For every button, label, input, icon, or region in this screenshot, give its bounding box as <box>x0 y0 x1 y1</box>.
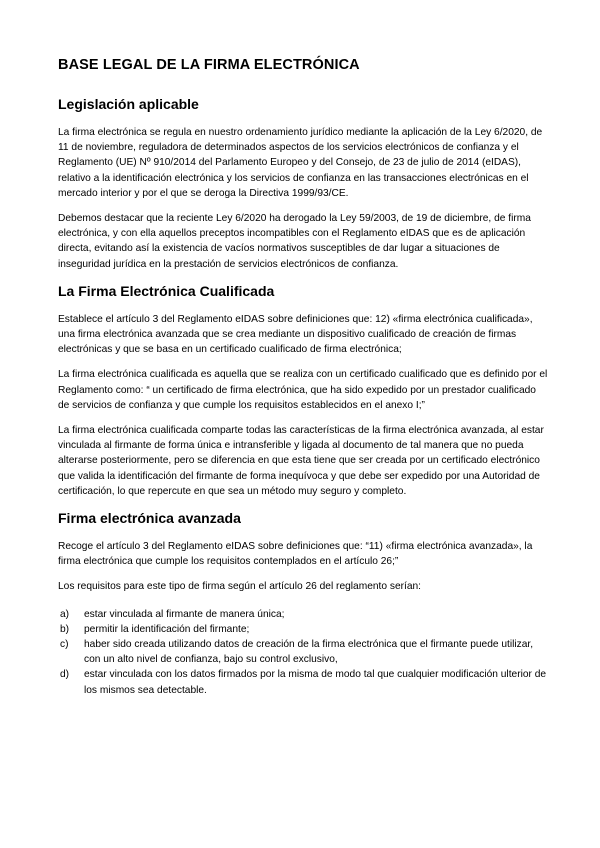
list-item-text: permitir la identificación del firmante; <box>84 623 250 635</box>
document-title: BASE LEGAL DE LA FIRMA ELECTRÓNICA <box>58 57 360 73</box>
list-item <box>60 667 548 697</box>
list-item-text: haber sido creada utilizando datos de creación de la firma electrónica que el firmante puede utilizar, con un alto nivel de confianza, bajo su control exclusivo, <box>84 639 534 666</box>
document-page <box>58 56 548 698</box>
paragraph: Los requisitos para este tipo de firma según el artículo 26 del reglamento serían: <box>58 581 421 593</box>
list-item-text: estar vinculada al firmante de manera única; <box>84 608 285 620</box>
list-item <box>60 607 548 622</box>
paragraph: Debemos destacar que la reciente Ley 6/2020 ha derogado la Ley 59/2003, de 19 de diciembre, de firma electrónica, y con ella aquellos preceptos incompatibles con el Reglamento eIDAS que es de aplicación directa, evitando así la existencia de vacíos normativos susceptibles de dar lugar a situaciones de inseguridad jurídica en la prestación de servicios electrónicos de confianza. <box>58 213 531 270</box>
section-heading-legislacion: Legislación aplicable <box>58 96 199 112</box>
section-heading-firma-avanzada: Firma electrónica avanzada <box>58 510 241 527</box>
paragraph: La firma electrónica cualificada es aquella que se realiza con un certificado cualificado que es definido por el Reglamento como: “ un certificado de firma electrónica, que ha sido expedido por un prestador cualificado de servicios de confianza y que cumple los requisitos establecidos en el anexo I;” <box>58 369 548 411</box>
list-item-text: estar vinculada con los datos firmados por la misma de modo tal que cualquier modificación ulterior de los mismos sea detectable. <box>84 669 547 696</box>
list-marker: d) <box>60 669 70 681</box>
list-marker: c) <box>60 639 69 651</box>
section-heading-firma-cualificada: La Firma Electrónica Cualificada <box>58 282 275 299</box>
paragraph: La firma electrónica se regula en nuestro ordenamiento jurídico mediante la aplicación de la Ley 6/2020, de 11 de noviembre, reguladora de determinados aspectos de los servicios electrónicos de confianza y el Reglamento (UE) Nº 910/2014 del Parlamento Europeo y del Consejo, de 23 de julio de 2014 (eIDAS), relativo a la identificación electrónica y los servicios de confianza en las transacciones electrónicas en el mercado interior y por el que se deroga la Directiva 1999/93/CE. <box>58 127 543 199</box>
paragraph: La firma electrónica cualificada comparte todas las características de la firma electrónica avanzada, al estar vinculada al firmante de forma única e intransferible y ligada al documento de tal manera que no pueda alterarse posteriormente, pero se diferencia en que esta tiene que ser creada por un certificado electrónico que valida la identificación del firmante de forma inequívoca y que debe ser expedido por una Autoridad de certificación, lo que repercute en que sea un método muy seguro y completo. <box>58 425 544 497</box>
list-item <box>60 637 548 667</box>
requirements-list <box>58 607 548 698</box>
paragraph: Recoge el artículo 3 del Reglamento eIDAS sobre definiciones que: “11) «firma electrónica avanzada», la firma electrónica que cumple los requisitos contemplados en el artículo 26;” <box>58 541 533 568</box>
list-marker: b) <box>60 623 70 635</box>
paragraph: Establece el artículo 3 del Reglamento eIDAS sobre definiciones que: 12) «firma electrónica cualificada», una firma electrónica avanzada que se crea mediante un dispositivo cualificado de creación de firmas electrónicas y que se basa en un certificado cualificado de firma electrónica; <box>58 313 533 356</box>
list-item <box>60 622 548 637</box>
list-marker: a) <box>60 608 70 620</box>
